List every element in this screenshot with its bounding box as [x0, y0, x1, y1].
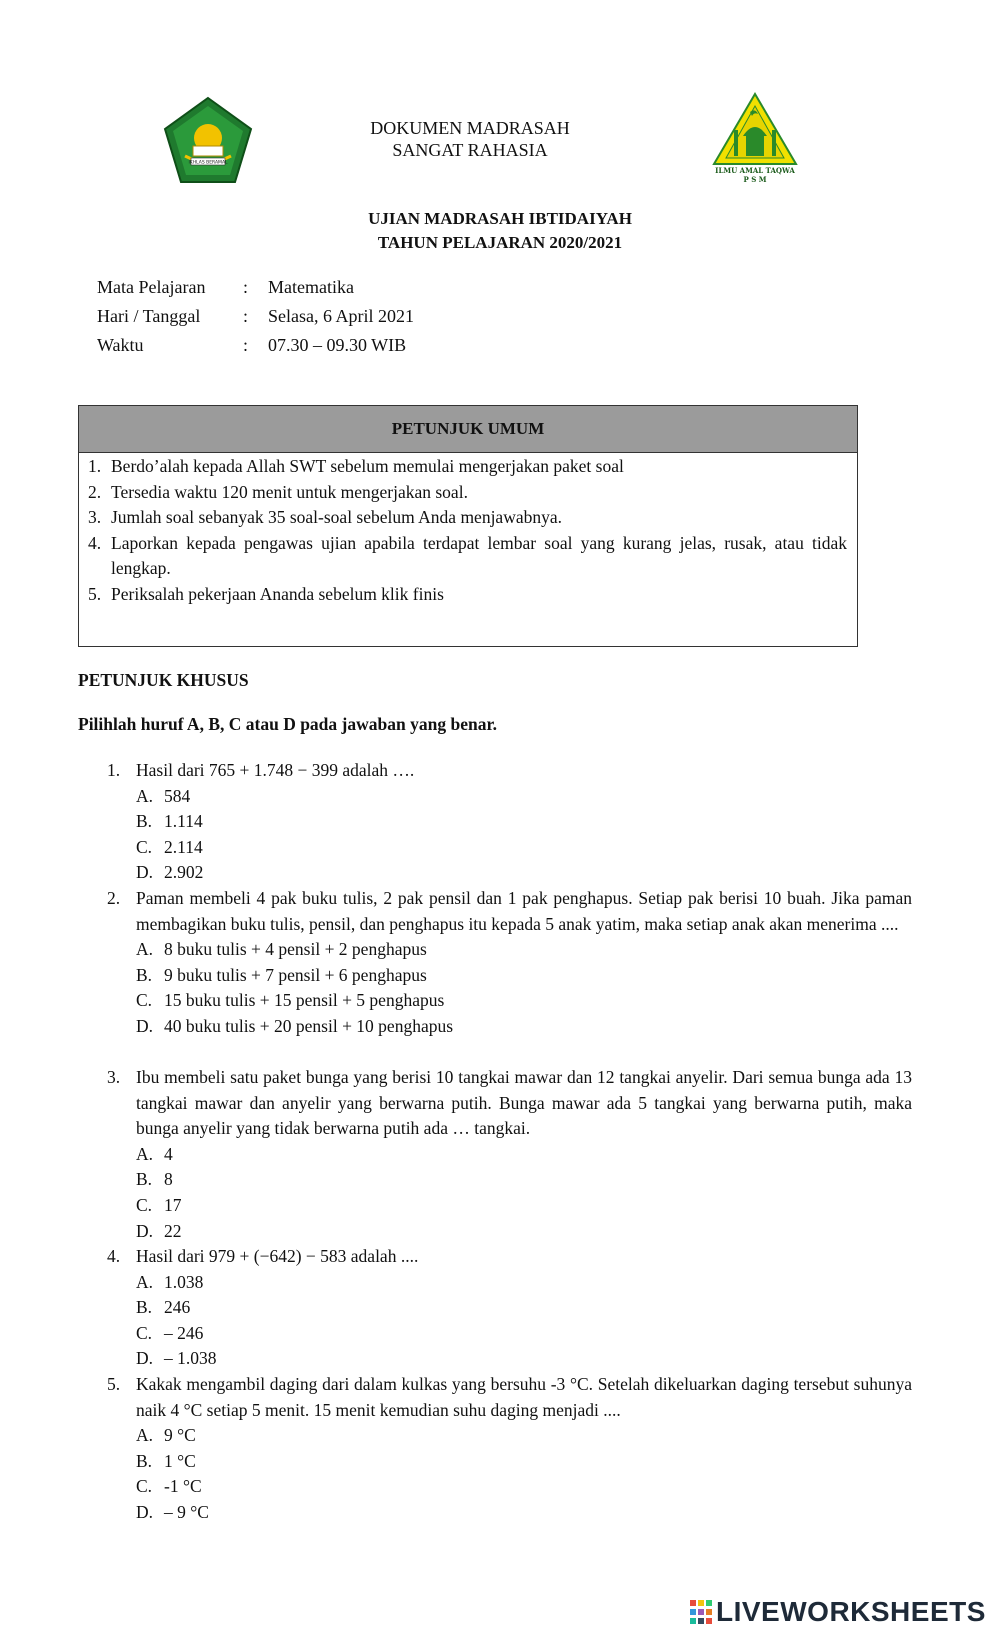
item-number: 5. [88, 583, 102, 604]
list-item [79, 505, 857, 531]
option-letter: D. [136, 1015, 154, 1036]
item-number: 2. [88, 481, 102, 502]
option-d[interactable] [136, 1346, 912, 1372]
option-text: 246 [164, 1297, 191, 1318]
option-letter: C. [136, 990, 153, 1011]
option-letter: D. [136, 1501, 154, 1522]
option-letter: A. [136, 939, 154, 960]
option-text: – 1.038 [164, 1348, 217, 1369]
question-3 [100, 1065, 912, 1244]
option-d[interactable] [136, 1500, 912, 1526]
question-number: 4. [107, 1246, 121, 1266]
option-b[interactable] [136, 1167, 912, 1193]
svg-text:P S M: P S M [743, 175, 767, 184]
option-d[interactable] [136, 860, 912, 886]
item-text: Laporkan kepada pengawas ujian apabila terdapat lembar soal yang kurang jelas, rusak, atau tidak lengkap. [111, 532, 847, 578]
option-text: 17 [164, 1194, 182, 1215]
meta-label: Hari / Tanggal [97, 306, 201, 326]
option-text: 1 °C [164, 1450, 196, 1471]
option-text: -1 °C [164, 1476, 202, 1497]
option-text: 9 °C [164, 1425, 196, 1446]
option-letter: B. [136, 1169, 153, 1190]
option-text: 1.114 [164, 811, 203, 832]
option-text: 22 [164, 1220, 182, 1241]
general-instructions-heading: PETUNJUK UMUM [79, 406, 857, 453]
liveworksheets-brand[interactable]: LIVEWORKSHEETS [716, 1596, 986, 1627]
option-text: 2.902 [164, 862, 204, 883]
item-text: Tersedia waktu 120 menit untuk mengerjakan soal. [111, 481, 468, 502]
question-text: Paman membeli 4 pak buku tulis, 2 pak pensil dan 1 pak penghapus. Setiap pak berisi 10 buah. Jika paman membagikan buku tulis, pensil, dan penghapus itu kepada 5 anak yatim, maka setiap anak akan menerima .... [136, 888, 912, 934]
kemenag-emblem-icon [163, 96, 253, 184]
option-letter: D. [136, 862, 154, 883]
option-letter: C. [136, 1322, 153, 1343]
option-text: 40 buku tulis + 20 pensil + 10 penghapus [164, 1015, 454, 1036]
option-letter: A. [136, 1143, 154, 1164]
question-5 [100, 1372, 912, 1526]
list-item [79, 582, 857, 608]
option-a[interactable] [136, 784, 912, 810]
item-number: 1. [88, 456, 102, 476]
option-c[interactable] [136, 1474, 912, 1500]
exam-title-line1: UJIAN MADRASAH IBTIDAIYAH [368, 209, 632, 228]
option-letter: C. [136, 836, 153, 857]
question-2 [100, 886, 912, 1040]
option-c[interactable] [136, 988, 912, 1014]
option-a[interactable] [136, 1142, 912, 1168]
svg-text:ILMU AMAL TAQWA: ILMU AMAL TAQWA [715, 166, 795, 175]
question-number: 2. [107, 888, 121, 908]
item-number: 4. [88, 532, 102, 553]
option-b[interactable] [136, 963, 912, 989]
general-instructions-list [79, 453, 857, 607]
option-c[interactable] [136, 1321, 912, 1347]
option-c[interactable] [136, 1193, 912, 1219]
question-number: 5. [107, 1374, 121, 1394]
meta-value: 07.30 – 09.30 WIB [268, 335, 407, 355]
option-letter: B. [136, 1450, 153, 1471]
option-text: 1.038 [164, 1271, 204, 1292]
item-text: Jumlah soal sebanyak 35 soal-soal sebelum Anda menjawabnya. [111, 507, 563, 527]
question-1 [100, 758, 912, 886]
option-text: 2.114 [164, 836, 203, 857]
meta-label: Mata Pelajaran [97, 277, 206, 297]
option-d[interactable] [136, 1014, 912, 1040]
option-letter: B. [136, 1297, 153, 1318]
option-a[interactable] [136, 937, 912, 963]
special-instructions-subheading: Pilihlah huruf A, B, C atau D pada jawaban yang benar. [78, 714, 497, 734]
svg-text:IKHLAS BERAMAL: IKHLAS BERAMAL [188, 160, 228, 166]
question-number: 3. [107, 1067, 121, 1087]
option-letter: A. [136, 1271, 154, 1292]
option-text: – 246 [164, 1322, 204, 1343]
option-letter: D. [136, 1348, 154, 1369]
question-text: Hasil dari 765 + 1.748 − 399 adalah …. [136, 760, 415, 780]
list-item [79, 454, 857, 480]
meta-separator: : [243, 335, 249, 355]
list-item [79, 531, 857, 582]
document-label-line1: DOKUMEN MADRASAH [370, 118, 570, 138]
option-letter: A. [136, 1425, 154, 1446]
option-b[interactable] [136, 1295, 912, 1321]
item-number: 3. [88, 507, 102, 527]
meta-label: Waktu [97, 335, 144, 355]
option-letter: A. [136, 785, 154, 806]
meta-separator: : [243, 306, 249, 326]
option-letter: C. [136, 1476, 153, 1497]
question-text: Kakak mengambil daging dari dalam kulkas yang bersuhu -3 °C. Setelah dikeluarkan daging tersebut suhunya naik 4 °C setiap 5 menit. 15 menit kemudian suhu daging menjadi .... [136, 1374, 912, 1420]
option-letter: B. [136, 811, 153, 832]
question-number: 1. [107, 760, 121, 780]
option-text: – 9 °C [164, 1501, 209, 1522]
option-a[interactable] [136, 1423, 912, 1449]
option-text: 4 [164, 1143, 173, 1164]
psm-mosque-triangle-icon [712, 92, 798, 184]
option-a[interactable] [136, 1270, 912, 1296]
item-text: Berdo’alah kepada Allah SWT sebelum memulai mengerjakan paket soal [111, 456, 624, 476]
option-letter: D. [136, 1220, 154, 1241]
item-text: Periksalah pekerjaan Ananda sebelum klik finis [111, 583, 444, 604]
option-c[interactable] [136, 835, 912, 861]
option-text: 15 buku tulis + 15 pensil + 5 penghapus [164, 990, 445, 1011]
option-text: 8 buku tulis + 4 pensil + 2 penghapus [164, 939, 427, 960]
option-d[interactable] [136, 1219, 912, 1245]
question-text: Ibu membeli satu paket bunga yang berisi 10 tangkai mawar dan 12 tangkai anyelir. Dari semua bunga ada 13 tangkai mawar dan anyelir yang berwarna putih. Bunga mawar ada 5 tangkai yang berwarna putih, maka bunga anyelir yang tidak berwarna putih ada … tangkai. [136, 1067, 912, 1139]
option-text: 9 buku tulis + 7 pensil + 6 penghapus [164, 964, 427, 985]
general-instructions-box [78, 405, 858, 647]
document-label-line2: SANGAT RAHASIA [392, 140, 548, 160]
special-instructions-heading: PETUNJUK KHUSUS [78, 670, 249, 690]
list-item [79, 480, 857, 506]
meta-value: Matematika [268, 277, 354, 297]
question-text: Hasil dari 979 + (−642) − 583 adalah .... [136, 1246, 419, 1266]
option-letter: C. [136, 1194, 153, 1215]
option-text: 584 [164, 785, 191, 806]
exam-title-line2: TAHUN PELAJARAN 2020/2021 [377, 233, 623, 252]
meta-value: Selasa, 6 April 2021 [268, 306, 414, 326]
option-b[interactable] [136, 809, 912, 835]
liveworksheets-logo-icon [690, 1600, 712, 1626]
option-text: 8 [164, 1169, 173, 1190]
option-letter: B. [136, 964, 153, 985]
option-b[interactable] [136, 1449, 912, 1475]
question-4 [100, 1244, 912, 1372]
meta-separator: : [243, 277, 249, 297]
